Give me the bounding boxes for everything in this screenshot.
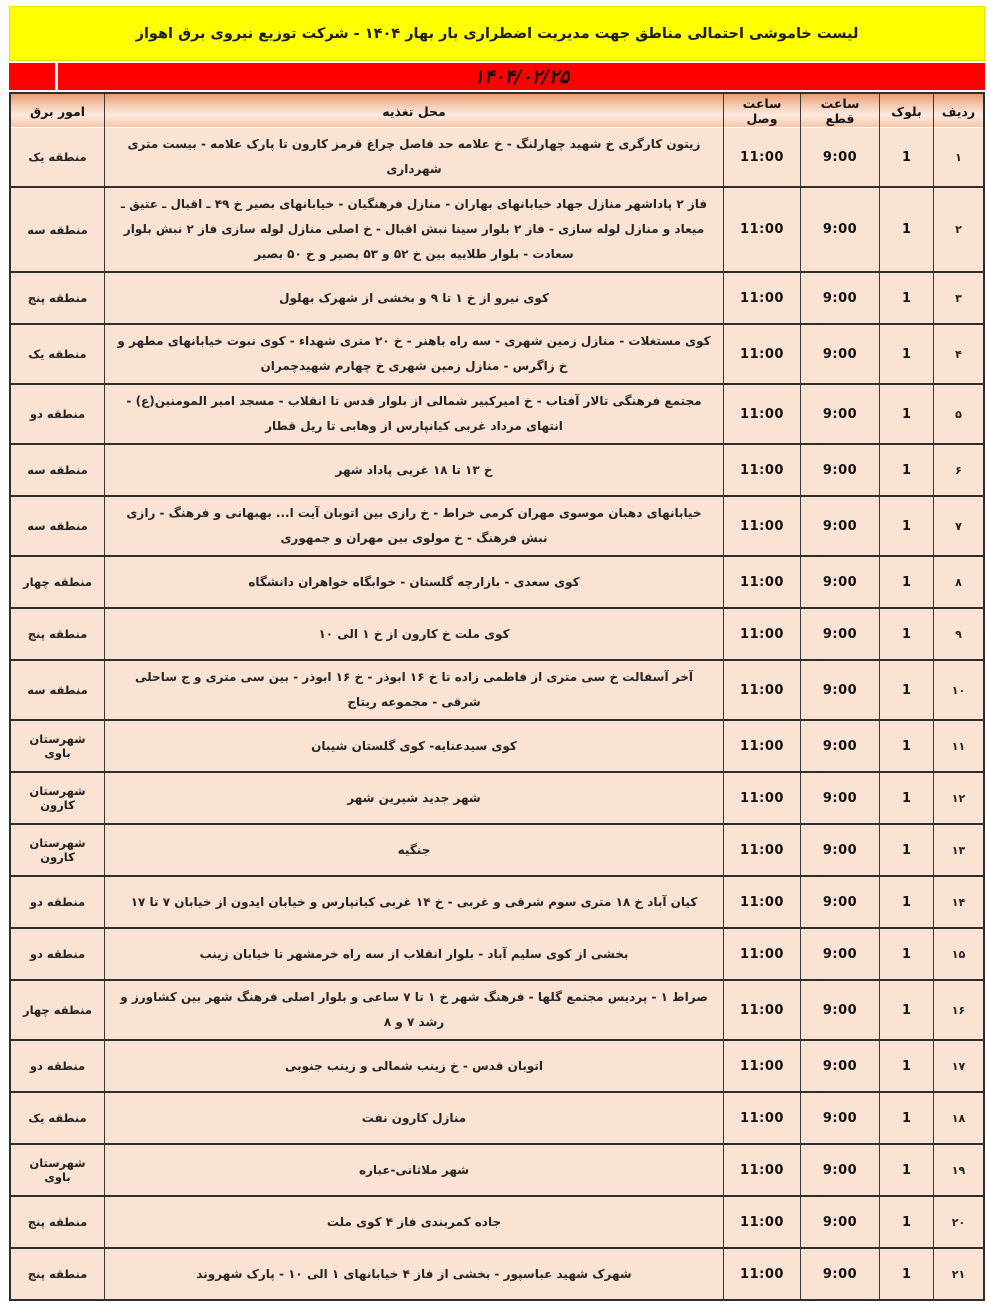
cut-time-cell: 9:00	[800, 981, 879, 1039]
connect-time-cell: 11:00	[723, 385, 800, 443]
connect-time-cell: 11:00	[723, 1145, 800, 1195]
cut-time-cell: 9:00	[800, 721, 879, 771]
table-row	[11, 875, 983, 927]
block-cell: 1	[879, 497, 933, 555]
location-cell: کوی ملت خ کارون از خ ۱ الی ۱۰	[104, 609, 723, 659]
block-cell: 1	[879, 128, 933, 186]
row-number-cell: ۹	[933, 609, 983, 659]
connect-time-cell: 11:00	[723, 721, 800, 771]
table-row	[11, 186, 983, 271]
header-connect-time: ساعت وصل	[723, 94, 800, 128]
block-cell: 1	[879, 877, 933, 927]
cut-time-cell: 9:00	[800, 609, 879, 659]
block-cell: 1	[879, 1197, 933, 1247]
row-number-cell: ۱۷	[933, 1041, 983, 1091]
row-number-cell: ۷	[933, 497, 983, 555]
block-cell: 1	[879, 1145, 933, 1195]
cut-time-cell: 9:00	[800, 325, 879, 383]
location-cell: شهر جدید شیرین شهر	[104, 773, 723, 823]
header-district: امور برق	[11, 94, 104, 128]
district-cell: منطقه دو	[29, 407, 86, 421]
table-row	[11, 1247, 983, 1299]
table-row	[11, 1143, 983, 1195]
district-cell: شهرستان باوی	[29, 1156, 86, 1184]
table-row	[11, 128, 983, 186]
header-row-number: ردیف	[933, 94, 983, 128]
block-cell: 1	[879, 609, 933, 659]
block-cell: 1	[879, 721, 933, 771]
district-cell: منطقه دو	[29, 947, 86, 961]
row-number-cell: ۱۲	[933, 773, 983, 823]
connect-time-cell: 11:00	[723, 1041, 800, 1091]
cut-time-cell: 9:00	[800, 1249, 879, 1299]
cut-time-cell: 9:00	[800, 929, 879, 979]
title-banner	[9, 6, 985, 61]
connect-time-cell: 11:00	[723, 929, 800, 979]
location-cell: شهر ملاثانی-عباره	[104, 1145, 723, 1195]
location-cell: اتوبان قدس - خ زینب شمالی و زینب جنوبی	[104, 1041, 723, 1091]
connect-time-cell: 11:00	[723, 825, 800, 875]
row-number-cell: ۱۴	[933, 877, 983, 927]
row-number-cell: ۱۳	[933, 825, 983, 875]
table-row	[11, 823, 983, 875]
table-row	[11, 607, 983, 659]
district-cell: منطقه چهار	[22, 575, 93, 589]
connect-time-cell: 11:00	[723, 773, 800, 823]
row-number-cell: ۱۵	[933, 929, 983, 979]
table-row	[11, 495, 983, 555]
cut-time-cell: 9:00	[800, 1093, 879, 1143]
location-cell: منازل کارون نفت	[104, 1093, 723, 1143]
district-cell: منطقه دو	[29, 895, 86, 909]
district-cell: منطقه پنج	[27, 1267, 88, 1281]
table-row	[11, 1091, 983, 1143]
table-row	[11, 927, 983, 979]
cut-time-cell: 9:00	[800, 661, 879, 719]
cut-time-cell: 9:00	[800, 1041, 879, 1091]
table-row	[11, 383, 983, 443]
connect-time-cell: 11:00	[723, 661, 800, 719]
table-row	[11, 443, 983, 495]
date-bar-side-cell	[9, 63, 55, 90]
table-row	[11, 1039, 983, 1091]
block-cell: 1	[879, 445, 933, 495]
table-row	[11, 979, 983, 1039]
cut-time-cell: 9:00	[800, 497, 879, 555]
table-body	[11, 128, 983, 1299]
connect-time-cell: 11:00	[723, 497, 800, 555]
connect-time-cell: 11:00	[723, 273, 800, 323]
connect-time-cell: 11:00	[723, 445, 800, 495]
location-cell: زیتون کارگری خ شهید چهارلنگ - خ علامه حد فاصل چراغ قرمز کارون تا پارک علامه - بیست متری شهرداری	[104, 128, 723, 186]
date-cell	[58, 63, 985, 90]
date-value: ۱۴۰۴/۰۲/۲۵	[473, 65, 570, 88]
cut-time-cell: 9:00	[800, 825, 879, 875]
row-number-cell: ۱۰	[933, 661, 983, 719]
row-number-cell: ۱۱	[933, 721, 983, 771]
district-cell: منطقه یک	[28, 347, 87, 361]
block-cell: 1	[879, 325, 933, 383]
table-row	[11, 659, 983, 719]
date-bar-divider	[55, 63, 58, 90]
row-number-cell: ۵	[933, 385, 983, 443]
cut-time-cell: 9:00	[800, 445, 879, 495]
cut-time-cell: 9:00	[800, 557, 879, 607]
cut-time-cell: 9:00	[800, 385, 879, 443]
header-location: محل تغذیه	[104, 94, 723, 128]
block-cell: 1	[879, 1041, 933, 1091]
district-cell: شهرستان باوی	[29, 732, 86, 760]
table-row	[11, 771, 983, 823]
location-cell: فاز ۲ پاداشهر منازل جهاد خیابانهای بهاران - منازل فرهنگیان - خیابانهای بصیر خ ۴۹ ـ اقبال ـ عتیق ـ میعاد و منازل لوله سازی - فاز ۲ بلوار سینا نبش اقبال - خ اصلی منازل لوله سازی فاز ۲ نبش بلوار سعادت - بلوار طلاییه بین خ ۵۲ و ۵۳ بصیر و خ ۵۰ بصیر	[104, 188, 723, 271]
location-cell: شهرک شهید عباسپور - بخشی از فاز ۴ خیابانهای ۱ الی ۱۰ - پارک شهروند	[104, 1249, 723, 1299]
outage-table	[9, 92, 985, 1301]
connect-time-cell: 11:00	[723, 128, 800, 186]
block-cell: 1	[879, 273, 933, 323]
location-cell: بخشی از کوی سلیم آباد - بلوار انقلاب از سه راه خرمشهر تا خیابان زینب	[104, 929, 723, 979]
block-cell: 1	[879, 1093, 933, 1143]
location-cell: خیابانهای دهبان موسوی مهران کرمی خراط - خ رازی بین اتوبان آیت ا... بهبهانی و فرهنگ - رازی نبش فرهنگ - خ مولوی بین مهران و جمهوری	[104, 497, 723, 555]
connect-time-cell: 11:00	[723, 1249, 800, 1299]
district-cell: منطقه یک	[28, 150, 87, 164]
location-cell: کیان آباد خ ۱۸ متری سوم شرقی و غربی - خ ۱۴ غربی کیانپارس و خیابان ایدون از خیابان ۷ تا ۱۷	[104, 877, 723, 927]
row-number-cell: ۲۰	[933, 1197, 983, 1247]
block-cell: 1	[879, 557, 933, 607]
header-block: بلوک	[879, 94, 933, 128]
block-cell: 1	[879, 981, 933, 1039]
location-cell: جاده کمربندی فاز ۴ کوی ملت	[104, 1197, 723, 1247]
location-cell: آخر آسفالت خ سی متری از فاطمی زاده تا خ ۱۶ ابوذر - خ ۱۶ ابوذر - بین سی متری و ج ساحلی شرقی - مجموعه ریتاج	[104, 661, 723, 719]
connect-time-cell: 11:00	[723, 557, 800, 607]
location-cell: خ ۱۳ تا ۱۸ غربی پاداد شهر	[104, 445, 723, 495]
row-number-cell: ۲۱	[933, 1249, 983, 1299]
block-cell: 1	[879, 773, 933, 823]
table-row	[11, 323, 983, 383]
row-number-cell: ۴	[933, 325, 983, 383]
row-number-cell: ۳	[933, 273, 983, 323]
location-cell: کوی نیرو از خ ۱ تا ۹ و بخشی از شهرک بهلول	[104, 273, 723, 323]
block-cell: 1	[879, 929, 933, 979]
connect-time-cell: 11:00	[723, 1093, 800, 1143]
table-row	[11, 719, 983, 771]
table-row	[11, 1195, 983, 1247]
district-cell: منطقه سه	[27, 519, 88, 533]
location-cell: کوی مستغلات - منازل زمین شهری - سه راه باهنر - خ ۲۰ متری شهداء - کوی نبوت خیابانهای مطهر و خ زاگرس - منازل زمین شهری خ چهارم شهیدچمران	[104, 325, 723, 383]
row-number-cell: ۱۶	[933, 981, 983, 1039]
row-number-cell: ۱۹	[933, 1145, 983, 1195]
district-cell: منطقه پنج	[27, 291, 88, 305]
connect-time-cell: 11:00	[723, 325, 800, 383]
location-cell: کوی سعدی - بازارچه گلستان - خوابگاه خواهران دانشگاه	[104, 557, 723, 607]
district-cell: شهرستان کارون	[29, 784, 86, 812]
cut-time-cell: 9:00	[800, 273, 879, 323]
district-cell: منطقه سه	[27, 683, 88, 697]
block-cell: 1	[879, 825, 933, 875]
district-cell: شهرستان کارون	[29, 836, 86, 864]
cut-time-cell: 9:00	[800, 188, 879, 271]
header-cut-time: ساعت قطع	[800, 94, 879, 128]
row-number-cell: ۱	[933, 128, 983, 186]
cut-time-cell: 9:00	[800, 128, 879, 186]
connect-time-cell: 11:00	[723, 1197, 800, 1247]
row-number-cell: ۱۸	[933, 1093, 983, 1143]
page-title: لیست خاموشی احتمالی مناطق جهت مدیریت اضطراری بار بهار ۱۴۰۴ - شرکت توزیع نیروی برق اهواز	[135, 25, 859, 42]
date-bar	[9, 63, 985, 90]
connect-time-cell: 11:00	[723, 188, 800, 271]
cut-time-cell: 9:00	[800, 1145, 879, 1195]
block-cell: 1	[879, 661, 933, 719]
connect-time-cell: 11:00	[723, 981, 800, 1039]
block-cell: 1	[879, 385, 933, 443]
block-cell: 1	[879, 1249, 933, 1299]
connect-time-cell: 11:00	[723, 609, 800, 659]
district-cell: منطقه چهار	[22, 1003, 93, 1017]
location-cell: جنگیه	[104, 825, 723, 875]
district-cell: منطقه یک	[28, 1111, 87, 1125]
connect-time-cell: 11:00	[723, 877, 800, 927]
table-row	[11, 271, 983, 323]
table-header-row	[11, 94, 983, 128]
location-cell: کوی سیدعنایه- کوی گلستان شیبان	[104, 721, 723, 771]
row-number-cell: ۶	[933, 445, 983, 495]
district-cell: منطقه سه	[27, 222, 88, 237]
cut-time-cell: 9:00	[800, 773, 879, 823]
row-number-cell: ۸	[933, 557, 983, 607]
cut-time-cell: 9:00	[800, 877, 879, 927]
location-cell: صراط ۱ - پردیس مجتمع گلها - فرهنگ شهر خ ۱ تا ۷ ساعی و بلوار اصلی فرهنگ شهر بین کشاورز و رشد ۷ و ۸	[104, 981, 723, 1039]
location-cell: مجتمع فرهنگی تالار آفتاب - خ امیرکبیر شمالی از بلوار قدس تا انقلاب - مسجد امیر المومنین(ع) - انتهای مرداد غربی کیانپارس از وهابی تا ریل قطار	[104, 385, 723, 443]
cut-time-cell: 9:00	[800, 1197, 879, 1247]
district-cell: منطقه دو	[29, 1059, 86, 1073]
district-cell: منطقه پنج	[27, 627, 88, 641]
district-cell: منطقه پنج	[27, 1215, 88, 1229]
block-cell: 1	[879, 188, 933, 271]
table-row	[11, 555, 983, 607]
district-cell: منطقه سه	[27, 463, 88, 477]
row-number-cell: ۲	[933, 188, 983, 271]
